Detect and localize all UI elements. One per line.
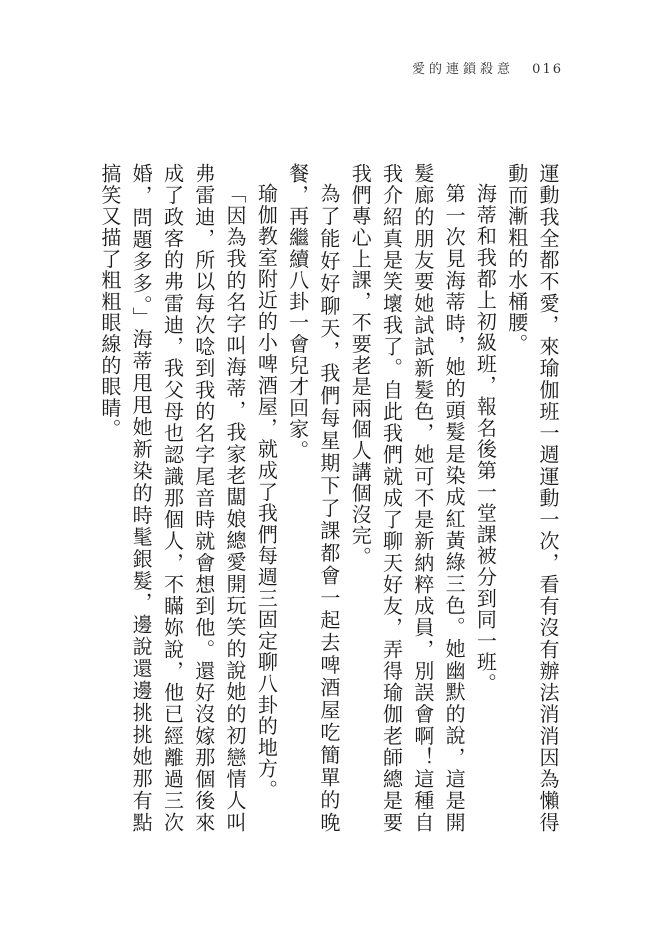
body-text <box>94 163 563 833</box>
paragraph: 海蒂和我都上初級班，報名後第一堂課被分到同一班。 <box>473 183 498 695</box>
book-title: 愛的連鎖殺意 <box>412 62 515 77</box>
paragraph: 為了能好好聊天，我們每星期下了課都會一起去啤酒屋吃簡單的晚餐，再繼續八卦一會兒才回家。 <box>285 163 341 833</box>
paragraph: 瑜伽教室附近的小啤酒屋，就成了我們每週三固定聊八卦的地方。 <box>254 183 279 801</box>
paragraph: 運動我全都不愛，來瑜伽班一週運動一次，看有沒有辦法消消因為懶得動而漸粗的水桶腰。 <box>504 163 560 833</box>
page-number: 016 <box>532 62 563 77</box>
paragraph: 第一次見海蒂時，她的頭髮是染成紅黃綠三色。她幽默的說，這是開髮廊的朋友要她試試新髮色，她可不是新納粹成員，別誤會啊！這種自我介紹真是笑壞我了。自此我們就成了聊天好友，弄得瑜伽老師總是要我們專心上課，不要老是兩個人講個沒完。 <box>348 163 467 833</box>
running-header <box>412 58 563 77</box>
paragraph: 「因為我的名字叫海蒂，我家老闆娘總愛開玩笑的說她的初戀情人叫弗雷迪，所以每次唸到我的名字尾音時就會想到他。還好沒嫁那個後來成了政客的弗雷迪，我父母也認識那個人，不瞞妳說，他已經離過三次婚，問題多多。」海蒂甩甩她新染的時髦銀髮，邊說還邊挑挑她那有點搞笑又描了粗粗眼線的眼睛。 <box>97 163 248 833</box>
